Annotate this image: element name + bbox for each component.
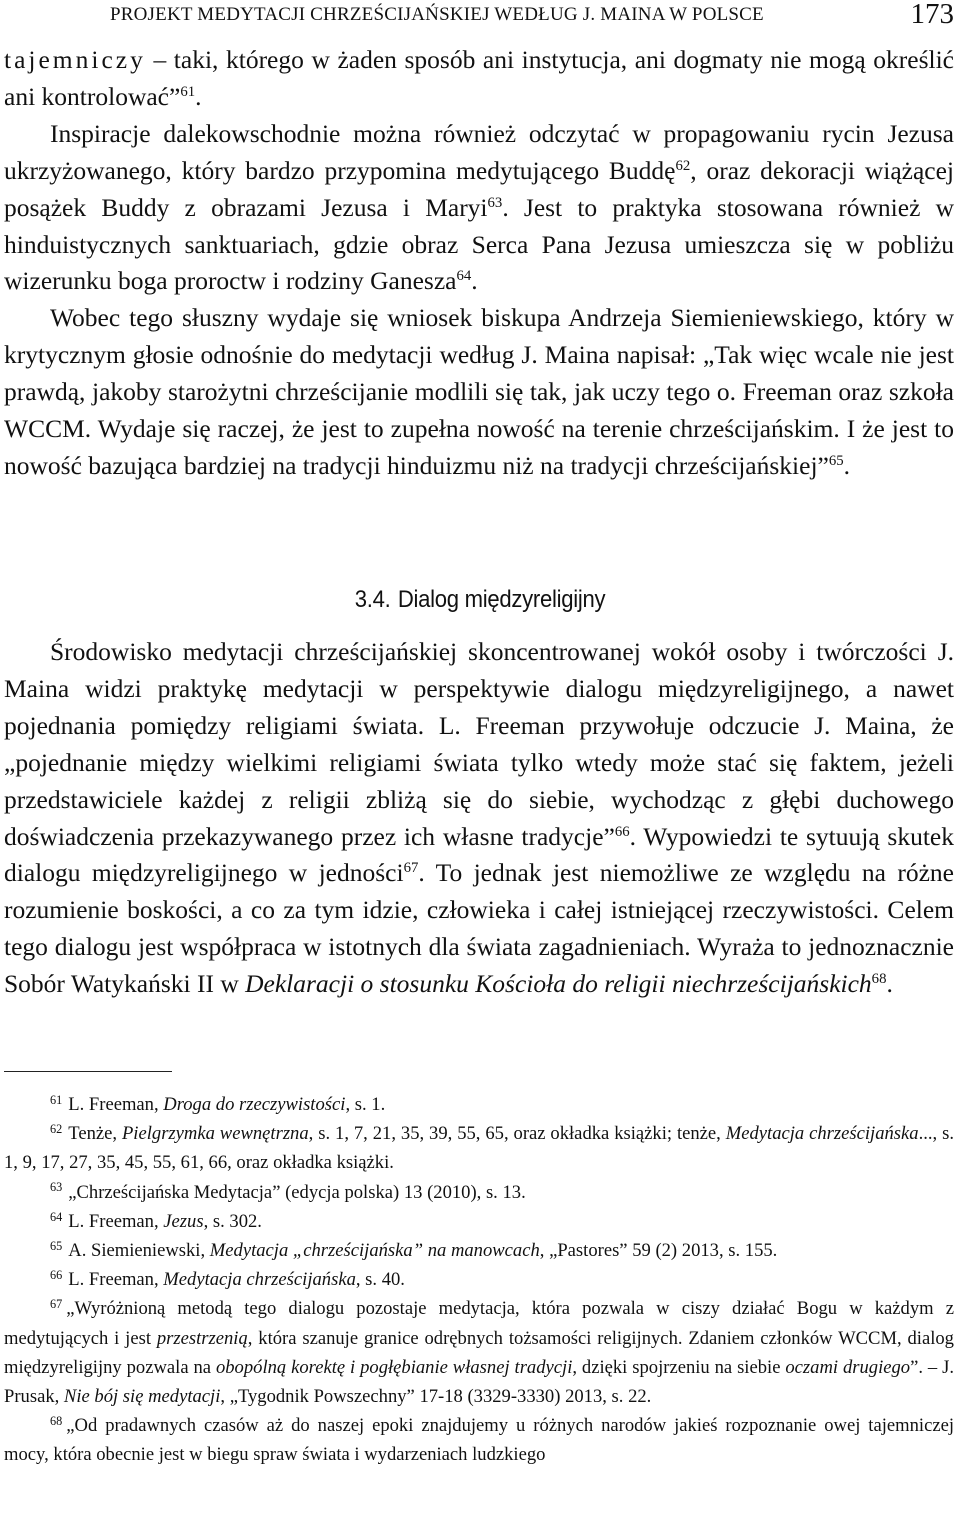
punctuation: . (195, 81, 202, 111)
section-title: Dialog międzyreligijny (397, 586, 606, 613)
footnote-italic: Pielgrzymka wewnętrzna (121, 1123, 309, 1145)
spaced-emphasis-word: tajemniczy (4, 45, 146, 74)
footnote-number: 61 (50, 1092, 63, 1107)
footnote-italic: Medytacja chrześcijańska (163, 1269, 356, 1291)
footnote-text: L. Freeman, (68, 1094, 164, 1115)
punctuation: . (843, 450, 851, 480)
paragraph-text: Inspiracje dalekowschodnie można również odczytać w propagowaniu rycin Jezusa ukrzyżowanego, który bardzo przypomina medytującego Buddę (4, 118, 954, 185)
footnote-ref: 65 (828, 452, 844, 469)
punctuation: . (471, 266, 478, 296)
footnote-62 (4, 1119, 954, 1177)
footnote-italic: Medytacja „chrześcijańska” na manowcach (209, 1240, 540, 1262)
footnote-text: , która szanuje granice odrębnych tożsamości religijnych. Zdaniem członków WCCM, dialog międzyreligijny pozwala na (4, 1327, 954, 1378)
paragraph-text: . Jest to praktyka stosowana również w hinduistycznych sanktuariach, gdzie obraz Serca Pana Jezusa umieszcza się w pobliżu wizerunku boga proroctw i rodziny Ganesza (4, 192, 955, 296)
footnote-text: ..., s. 1, 9, 17, 27, 35, 45, 55, 61, 66, oraz okładka książki. (4, 1123, 954, 1174)
footnote-text: „Chrześcijańska Medytacja” (edycja polska) 13 (2010), s. 13. (68, 1181, 526, 1203)
footnote-text: A. Siemieniewski, (68, 1240, 210, 1262)
italic-title: Deklaracji o stosunku Kościoła do religii niechrześcijańskich (245, 969, 872, 999)
footnote-65 (4, 1236, 954, 1265)
footnote-66 (4, 1265, 954, 1294)
page-number: 173 (910, 0, 954, 30)
paragraph-text: . To jednak jest niemożliwe ze względu na różne rozumienie boskości, a co za tym idzie, człowieka i całej istniejącej rzeczywistości. Celem tego dialogu jest współpraca w istotnych dla świata zagadnieniach. Wyraża to jednoznacznie Sobór Watykański II w (4, 858, 954, 999)
footnote-61 (4, 1090, 954, 1119)
footnote-text: , s. 302. (203, 1210, 262, 1232)
footnote-number: 63 (50, 1180, 63, 1195)
footnote-ref: 61 (180, 83, 196, 100)
footnote-number: 62 (50, 1122, 63, 1137)
footnote-ref: 67 (403, 860, 419, 877)
footnote-text: „Wyróżnioną metodą tego dialogu pozostaje medytacja, która pozwala w ciszy działać Bogu w każdym z medytujących i jest (4, 1298, 954, 1349)
footnote-ref: 68 (871, 971, 887, 987)
footnote-ref: 64 (456, 268, 472, 285)
footnote-68 (4, 1411, 954, 1469)
section-number: 3.4. (354, 586, 391, 613)
footnote-number: 68 (50, 1414, 63, 1429)
footnote-text: , dzięki spojrzeniu na siebie (572, 1356, 786, 1378)
footnote-text: L. Freeman, (68, 1210, 164, 1232)
footnote-italic: oczami drugiego (785, 1356, 911, 1378)
footnote-ref: 62 (675, 157, 691, 174)
footnote-italic: Droga do rzeczywistości (163, 1094, 346, 1115)
footnote-number: 67 (50, 1297, 63, 1312)
punctuation: . (886, 969, 893, 999)
footnote-ref: 63 (487, 194, 503, 211)
section-heading (38, 586, 921, 614)
footnote-64 (4, 1207, 954, 1236)
body-text-section (4, 634, 954, 1003)
paragraph-inspirations (4, 116, 954, 301)
footnote-number: 64 (50, 1209, 63, 1224)
footnote-italic: obopólną korektę i pogłębianie własnej tradycji (215, 1356, 573, 1378)
footnote-text: , s. 1. (345, 1094, 386, 1115)
footnote-italic: Nie bój się medytacji (63, 1386, 221, 1408)
footnote-separator (4, 1071, 172, 1072)
running-head: PROJEKT MEDYTACJI CHRZEŚCIJAŃSKIEJ WEDŁUG J. MAINA W POLSCE (110, 4, 764, 25)
footnotes (4, 1090, 954, 1470)
footnote-number: 66 (50, 1268, 63, 1283)
footnote-67 (4, 1294, 954, 1411)
paragraph-text: Środowisko medytacji chrześcijańskiej skoncentrowanej wokół osoby i twórczości J. Maina widzi praktykę medytacji w perspektywie dialogu międzyreligijnego, a nawet pojednania pomiędzy religiami świata. L. Freeman przywołuje odczucie J. Maina, że „pojednanie między wielkimi religiami świata tylko wtedy może stać się faktem, jeżeli przedstawiciele każdej z religii zbliżą się do siebie, wychodząc z głębi duchowego doświadczenia przekazywanego przez ich własne tradycje” (4, 637, 954, 851)
paragraph-continued (4, 42, 954, 116)
footnote-text: , s. 40. (355, 1269, 405, 1291)
paragraph-text: – taki, którego w żaden sposób ani instytucja, ani dogmaty nie mogą określić ani kontrolować” (4, 45, 954, 111)
paragraph-siemieniewski (4, 300, 954, 485)
footnote-ref: 66 (614, 823, 630, 840)
footnote-text: „Od pradawnych czasów aż do naszej epoki znajdujemy u różnych narodów jakieś rozpoznanie owej tajemniczej mocy, która obecnie jest w biegu spraw świata i wydarzeniach ludzkiego (4, 1415, 954, 1466)
footnote-text: L. Freeman, (68, 1269, 164, 1291)
paragraph-text: . Wypowiedzi te sytuują skutek dialogu międzyreligijnego w jedności (4, 821, 954, 888)
footnote-text: ”. – J. Prusak, (4, 1356, 954, 1408)
footnote-text: Tenże, (68, 1123, 122, 1145)
paragraph-dialog (4, 634, 954, 1003)
footnote-italic: Medytacja chrześcijańska (725, 1123, 919, 1145)
footnote-text: , s. 1, 7, 21, 35, 39, 55, 65, oraz okładka książki; tenże, (308, 1123, 726, 1145)
paragraph-text: Wobec tego słuszny wydaje się wniosek biskupa Andrzeja Siemieniewskiego, który w krytycznym głosie odnośnie do medytacji według J. Maina napisał: „Tak więc wcale nie jest prawdą, jakoby starożytni chrześcijanie modlili się tak, jak uczy tego o. Freeman oraz szkoła WCCM. Wydaje się raczej, że jest to zupełna nowość na terenie chrześcijańskim. I że jest to nowość bazująca bardziej na tradycji hinduizmu niż na tradycji chrześcijańskiej” (4, 303, 954, 480)
footnote-number: 65 (50, 1238, 63, 1253)
body-text-top (4, 42, 954, 485)
footnote-text: , „Pastores” 59 (2) 2013, s. 155. (539, 1240, 778, 1262)
footnote-text: , „Tygodnik Powszechny” 17-18 (3329-3330) 2013, s. 22. (220, 1386, 652, 1408)
footnote-63 (4, 1178, 954, 1207)
footnote-italic: przestrzenią (156, 1327, 248, 1349)
footnote-italic: Jezus (163, 1210, 204, 1232)
paragraph-text: , oraz dekoracji wiążącej posążek Buddy z obrazami Jezusa i Maryi (4, 155, 954, 222)
